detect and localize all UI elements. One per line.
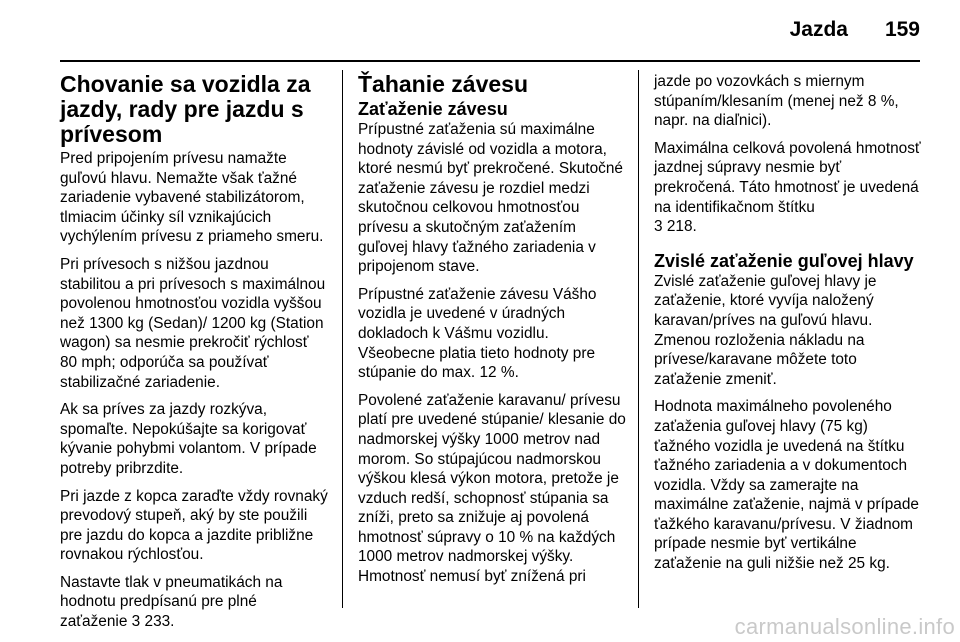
heading-trailer-driving: Chovanie sa vozidla za jazdy, rady pre jazdu s prívesom: [60, 71, 311, 147]
paragraph: jazde po vozovkách s miernym stúpaním/klesaním (menej než 8 %, napr. na diaľnici).: [654, 73, 899, 130]
paragraph: Povolené zaťaženie karavanu/ prívesu platí pre uvedené stúpanie/ klesanie do nadmorskej výšky 1000 metrov nad morom. So stúpajúcou nadmorskou výškou klesá výkon motora, pretože je vzduch redší, schopnosť stúpania sa zníži, preto sa znižuje aj povolená hmotnosť súpravy o 10 % na každých 1000 metrov nadmorskej výšky. Hmotnosť nemusí byť znížená pri: [358, 391, 626, 586]
paragraph: Ak sa príves za jazdy rozkýva, spomaľte. Nepokúšajte sa korigovať kývanie pohybmi volantom. V prípade potreby pribrzdite.: [60, 401, 317, 477]
paragraph: Pred pripojením prívesu namažte guľovú hlavu. Nemažte však ťažné zariadenie vybavené stabilizátorom, tlmiacim účinky síl vznikajúcich vychýlením prívesu z priameho smeru.: [60, 150, 324, 246]
page-reference-link[interactable]: 3 218.: [654, 218, 697, 236]
paragraph: Zvislé zaťaženie guľovej hlavy je zaťaženie, ktoré vyvíja naložený karavan/príves na guľovú hlavu. Zmenou rozloženia nákladu na prívese/karavane môžete toto zaťaženie zmeniť.: [654, 272, 877, 388]
column-3: [654, 72, 926, 582]
paragraph: [654, 139, 926, 237]
heading-towing: Ťahanie závesu: [358, 71, 529, 97]
subheading-vertical-load: Zvislé zaťaženie guľovej hlavy: [654, 250, 914, 271]
watermark: carmanualsonline.info: [734, 614, 955, 639]
paragraph: Hodnota maximálneho povoleného zaťaženia guľovej hlavy (75 kg) ťažného vozidla je uvedená na štítku ťažného zariadenia a v dokumentoch vozidla. Vždy sa zamerajte na maximálne zaťaženie, najmä v prípade ťažkého karavanu/prívesu. V žiadnom prípade nesmie byť vertikálne zaťaženie na guli nižšie než 25 kg.: [654, 398, 919, 573]
section-title: Jazda: [789, 18, 848, 41]
paragraph-text: Nastavte tlak v pneumatikách na hodnotu predpísanú pre plné zaťaženie: [60, 573, 283, 631]
column-2: [358, 72, 628, 595]
header-rule: [60, 60, 920, 62]
page-number: 159: [884, 18, 920, 41]
paragraph: Prípustné zaťaženie závesu Vášho vozidla je uvedené v úradných dokladoch k Vášmu vozidlu. Všeobecne platia tieto hodnoty pre stúpanie do max. 12 %.: [358, 285, 597, 382]
subheading-trailer-load: Zaťaženie závesu: [358, 99, 508, 119]
column-divider: [342, 70, 343, 608]
page-reference-link[interactable]: 3 233.: [131, 613, 175, 631]
paragraph-text: Maximálna celková povolená hmotnosť jazdnej súpravy nesmie byť prekročená. Táto hmotnosť je uvedená na identifikačnom štítku: [654, 139, 921, 216]
paragraph: Prípustné zaťaženia sú maximálne hodnoty závislé od vozidla a motora, ktoré nesmú byť prekročené. Skutočné zaťaženie závesu je rozdiel medzi skutočnou celkovou hmotnosťou prívesu a skutočným zaťažením guľovej hlavy ťažného zariadenia v pripojenom stave.: [358, 121, 623, 276]
paragraph: Pri prívesoch s nižšou jazdnou stabilitou a pri prívesoch s maximálnou povolenou hmotnosťou vozidla vyššou než 1300 kg (Sedan)/ 1200 kg (Station wagon) sa nesmie prekročiť rýchlosť 80 mph; odporúča sa používať stabilizačné zariadenie.: [60, 255, 326, 391]
paragraph: Pri jazde z kopca zaraďte vždy rovnaký prevodový stupeň, aký by ste použili pre jazdu do kopca a jazdite približne rovnakou rýchlosťou.: [60, 487, 328, 564]
page-header: [0, 0, 960, 62]
column-divider: [638, 70, 639, 608]
column-1: [60, 72, 328, 640]
